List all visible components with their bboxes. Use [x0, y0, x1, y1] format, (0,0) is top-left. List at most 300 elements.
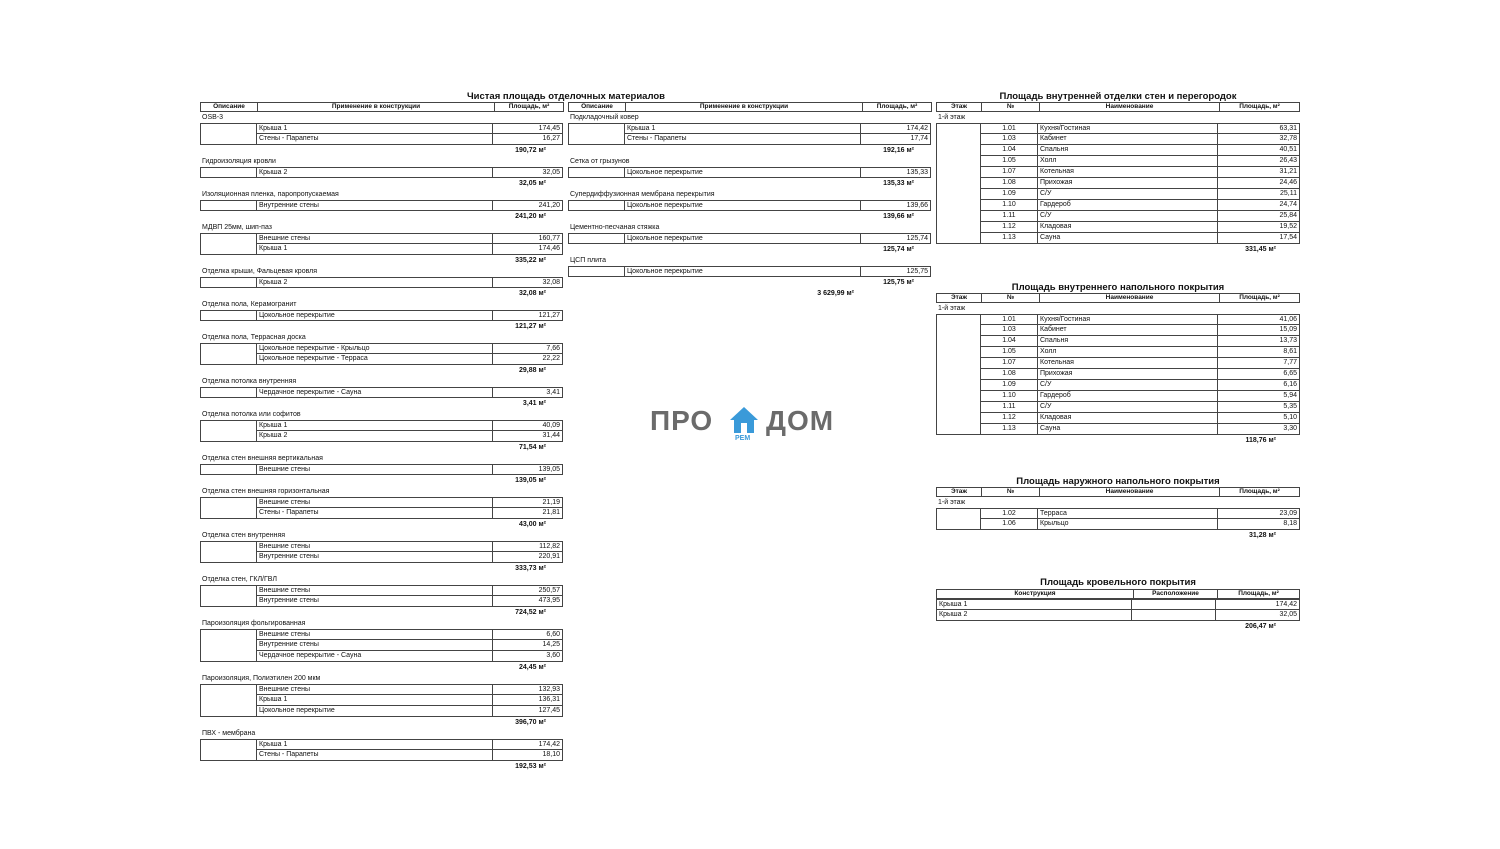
material-group-body: [200, 541, 564, 563]
table-header: [936, 293, 1300, 303]
material-indent-cell: [200, 541, 256, 563]
material-group-body: [200, 233, 564, 255]
material-usage: Внешние стены: [256, 541, 493, 552]
room-area: 15,09: [1218, 325, 1300, 336]
material-name: Изоляционная пленка, паропропускаемая: [202, 191, 339, 198]
room-name: Кабинет: [1038, 325, 1218, 336]
material-area: 135,33: [861, 167, 931, 178]
room-number: 1.07: [980, 358, 1038, 369]
room-name: Котельная: [1038, 358, 1218, 369]
material-name: ПВХ - мембрана: [202, 730, 256, 737]
room-area: 5,94: [1218, 391, 1300, 402]
roof-row: [936, 599, 1300, 610]
material-row: [256, 695, 563, 706]
material-group-body: [200, 585, 564, 607]
roof-construction: Крыша 2: [936, 610, 1132, 621]
header-name: Наименование: [1039, 294, 1219, 302]
material-area: 21,19: [493, 497, 563, 508]
material-name: Отделка пола, Керамогранит: [202, 301, 297, 308]
material-group: [200, 728, 564, 772]
room-name: Прихожая: [1038, 369, 1218, 380]
material-area: 125,74: [861, 233, 931, 244]
material-total: 32,08 м²: [519, 290, 546, 297]
material-area: 18,10: [493, 750, 563, 761]
materials-left-header: [200, 102, 564, 112]
table-header: [936, 487, 1300, 497]
material-group: [568, 222, 932, 255]
material-area: 22,22: [493, 354, 563, 365]
material-area: 174,42: [861, 123, 931, 134]
material-group-body: [200, 629, 564, 662]
material-row: [256, 200, 563, 211]
room-name: Кухня/Гостиная: [1038, 314, 1218, 325]
room-name: Терраса: [1038, 508, 1218, 519]
material-usage: Внешние стены: [256, 464, 493, 475]
material-rows: [256, 167, 563, 178]
material-usage: Цокольное перекрытие: [256, 310, 493, 321]
room-area: 32,78: [1218, 134, 1300, 145]
room-area: 7,77: [1218, 358, 1300, 369]
material-indent-cell: [568, 200, 624, 211]
material-total: 192,53 м²: [515, 763, 546, 770]
floor-inner-table: [936, 293, 1300, 446]
material-area: 250,57: [493, 585, 563, 596]
table-row: [980, 336, 1300, 347]
room-name: Прихожая: [1038, 178, 1218, 189]
material-total: 333,73 м²: [515, 565, 546, 572]
material-row: [256, 310, 563, 321]
room-area: 31,21: [1218, 167, 1300, 178]
room-number: 1.09: [980, 380, 1038, 391]
material-group: [200, 673, 564, 728]
material-group-body: [200, 167, 564, 178]
room-number: 1.04: [980, 145, 1038, 156]
material-usage: Внешние стены: [256, 497, 493, 508]
material-name: Пароизоляция фольгированная: [202, 620, 306, 627]
table-row: [980, 508, 1300, 519]
material-row: [624, 134, 931, 145]
table-row: [980, 178, 1300, 189]
material-group-body: [200, 739, 564, 761]
material-indent-cell: [200, 629, 256, 662]
material-usage: Крыша 1: [256, 123, 493, 134]
table-row: [980, 325, 1300, 336]
material-usage: Стены - Парапеты: [256, 750, 493, 761]
material-name: Подкладочный ковер: [570, 114, 639, 121]
table-row: [980, 233, 1300, 244]
table-rows: [980, 314, 1300, 435]
material-name: Отделка потолка внутренняя: [202, 378, 297, 385]
roof-row: [936, 610, 1300, 621]
material-row: [256, 277, 563, 288]
room-name: Холл: [1038, 347, 1218, 358]
material-row: [256, 552, 563, 563]
header-name: Наименование: [1039, 488, 1219, 496]
table-row: [980, 380, 1300, 391]
material-row: [256, 585, 563, 596]
material-indent-cell: [568, 167, 624, 178]
material-name: Пароизоляция, Полиэтилен 200 мкм: [202, 675, 321, 682]
roof-header: [936, 589, 1300, 599]
roof-title: Площадь кровельного покрытия: [1040, 577, 1196, 588]
header-floor: Этаж: [950, 488, 968, 495]
material-area: 174,42: [493, 739, 563, 750]
material-group: [568, 156, 932, 189]
material-usage: Внутренние стены: [256, 596, 493, 607]
table-row: [980, 347, 1300, 358]
material-usage: Цокольное перекрытие: [624, 167, 861, 178]
material-rows: [256, 310, 563, 321]
material-area: 241,20: [493, 200, 563, 211]
material-usage: Крыша 1: [256, 244, 493, 255]
material-indent-cell: [200, 420, 256, 442]
material-rows: [624, 233, 931, 244]
material-area: 14,25: [493, 640, 563, 651]
room-number: 1.06: [980, 519, 1038, 530]
material-indent-cell: [200, 343, 256, 365]
material-row: [624, 123, 931, 134]
room-area: 25,11: [1218, 189, 1300, 200]
material-row: [624, 200, 931, 211]
material-indent-cell: [200, 464, 256, 475]
material-indent-cell: [568, 233, 624, 244]
material-total: 192,16 м²: [883, 147, 914, 154]
material-name: Отделка стен внутренняя: [202, 532, 286, 539]
room-number: 1.08: [980, 369, 1038, 380]
material-group: [200, 453, 564, 486]
material-group-body: [200, 310, 564, 321]
room-name: Кабинет: [1038, 134, 1218, 145]
material-usage: Цокольное перекрытие: [624, 233, 861, 244]
material-usage: Внутренние стены: [256, 640, 493, 651]
room-number: 1.05: [980, 156, 1038, 167]
room-number: 1.12: [980, 413, 1038, 424]
material-group: [200, 409, 564, 453]
table-row: [980, 123, 1300, 134]
room-number: 1.05: [980, 347, 1038, 358]
materials-right-header: [568, 102, 932, 112]
material-total: 396,70 м²: [515, 719, 546, 726]
room-name: С/У: [1038, 189, 1218, 200]
material-usage: Цокольное перекрытие: [624, 266, 861, 277]
material-row: [256, 508, 563, 519]
room-area: 8,61: [1218, 347, 1300, 358]
material-indent-cell: [200, 387, 256, 398]
house-icon: [728, 405, 760, 435]
room-area: 6,65: [1218, 369, 1300, 380]
material-row: [256, 134, 563, 145]
material-group: [200, 332, 564, 376]
table-row: [980, 211, 1300, 222]
material-rows: [624, 200, 931, 211]
table-row: [980, 402, 1300, 413]
material-group: [568, 255, 932, 288]
table-row: [980, 145, 1300, 156]
material-total: 335,22 м²: [515, 257, 546, 264]
materials-right-groups: [568, 112, 932, 288]
material-total: 241,20 м²: [515, 213, 546, 220]
room-area: 24,74: [1218, 200, 1300, 211]
floor-label: 1-й этаж: [938, 499, 966, 506]
room-area: 26,43: [1218, 156, 1300, 167]
roof-rows: [936, 599, 1300, 621]
material-group: [200, 222, 564, 266]
materials-grand-total: 3 629,99 м²: [817, 290, 854, 297]
materials-left-table: [200, 102, 564, 772]
material-row: [256, 706, 563, 717]
material-rows: [256, 684, 563, 717]
material-row: [256, 167, 563, 178]
material-row: [256, 684, 563, 695]
roof-total: 206,47 м²: [1245, 623, 1276, 630]
floor-outer-table: [936, 487, 1300, 541]
room-number: 1.03: [980, 325, 1038, 336]
material-area: 125,75: [861, 266, 931, 277]
material-indent-cell: [200, 200, 256, 211]
room-number: 1.04: [980, 336, 1038, 347]
material-total: 29,88 м²: [519, 367, 546, 374]
material-rows: [256, 541, 563, 563]
material-total: 71,54 м²: [519, 444, 546, 451]
roof-construction: Крыша 1: [936, 599, 1132, 610]
room-area: 25,84: [1218, 211, 1300, 222]
material-area: 127,45: [493, 706, 563, 717]
material-row: [256, 343, 563, 354]
material-indent-cell: [200, 167, 256, 178]
table-header: [936, 102, 1300, 112]
floor-cell: [936, 508, 980, 530]
material-row: [256, 354, 563, 365]
material-group-body: [200, 123, 564, 145]
room-name: С/У: [1038, 402, 1218, 413]
table-body: [936, 123, 1300, 244]
material-name: OSB-3: [202, 114, 224, 121]
room-area: 23,09: [1218, 508, 1300, 519]
room-number: 1.12: [980, 222, 1038, 233]
header-location: Расположение: [1133, 590, 1217, 598]
material-name: МДВП 25мм, шип-паз: [202, 224, 272, 231]
material-usage: Крыша 2: [256, 167, 493, 178]
room-area: 40,51: [1218, 145, 1300, 156]
room-area: 5,35: [1218, 402, 1300, 413]
header-area: Площадь, м²: [1219, 103, 1299, 111]
material-group: [200, 266, 564, 299]
material-usage: Внутренние стены: [256, 552, 493, 563]
material-group-body: [568, 233, 932, 244]
floor-inner-title: Площадь внутреннего напольного покрытия: [1011, 282, 1225, 293]
header-number: №: [981, 294, 1039, 302]
room-area: 17,54: [1218, 233, 1300, 244]
material-usage: Стены - Парапеты: [624, 134, 861, 145]
table-row: [980, 156, 1300, 167]
material-total: 125,74 м²: [883, 246, 914, 253]
material-indent-cell: [200, 684, 256, 717]
table-body: [936, 508, 1300, 530]
room-number: 1.09: [980, 189, 1038, 200]
material-group: [200, 189, 564, 222]
material-total: 121,27 м²: [515, 323, 546, 330]
material-usage: Цокольное перекрытие - Терраса: [256, 354, 493, 365]
material-area: 31,44: [493, 431, 563, 442]
materials-title: Чистая площадь отделочных материалов: [466, 91, 666, 102]
material-usage: Цокольное перекрытие: [256, 706, 493, 717]
material-rows: [256, 629, 563, 662]
room-name: Крыльцо: [1038, 519, 1218, 530]
material-usage: Крыша 1: [624, 123, 861, 134]
material-row: [256, 541, 563, 552]
room-number: 1.13: [980, 424, 1038, 435]
material-group: [200, 112, 564, 156]
material-row: [256, 464, 563, 475]
material-row: [624, 167, 931, 178]
material-usage: Крыша 2: [256, 277, 493, 288]
material-indent-cell: [200, 233, 256, 255]
room-number: 1.08: [980, 178, 1038, 189]
room-number: 1.03: [980, 134, 1038, 145]
table-rows: [980, 508, 1300, 530]
material-total: 135,33 м²: [883, 180, 914, 187]
material-usage: Цокольное перекрытие - Крыльцо: [256, 343, 493, 354]
floor-label: 1-й этаж: [938, 305, 966, 312]
room-name: Спальня: [1038, 336, 1218, 347]
material-group: [200, 156, 564, 189]
material-row: [256, 640, 563, 651]
material-name: Отделка стен внешняя вертикальная: [202, 455, 323, 462]
material-group-body: [568, 167, 932, 178]
header-name: Наименование: [1039, 103, 1219, 111]
material-row: [256, 233, 563, 244]
material-rows: [624, 167, 931, 178]
room-number: 1.10: [980, 200, 1038, 211]
room-area: 19,52: [1218, 222, 1300, 233]
table-row: [980, 413, 1300, 424]
material-total: 125,75 м²: [883, 279, 914, 286]
material-area: 136,31: [493, 695, 563, 706]
table-body: [936, 314, 1300, 435]
material-rows: [256, 464, 563, 475]
material-area: 17,74: [861, 134, 931, 145]
material-group: [200, 299, 564, 332]
room-area: 63,31: [1218, 123, 1300, 134]
material-total: 139,66 м²: [883, 213, 914, 220]
material-row: [256, 629, 563, 640]
material-area: 6,60: [493, 629, 563, 640]
room-area: 3,30: [1218, 424, 1300, 435]
room-name: Кладовая: [1038, 413, 1218, 424]
header-usage: Применение в конструкции: [257, 103, 494, 111]
material-area: 121,27: [493, 310, 563, 321]
material-rows: [256, 420, 563, 442]
room-area: 5,10: [1218, 413, 1300, 424]
material-area: 21,81: [493, 508, 563, 519]
material-group-body: [200, 420, 564, 442]
material-usage: Внешние стены: [256, 629, 493, 640]
material-area: 220,91: [493, 552, 563, 563]
room-name: С/У: [1038, 380, 1218, 391]
room-name: Кладовая: [1038, 222, 1218, 233]
table-row: [980, 167, 1300, 178]
material-area: 160,77: [493, 233, 563, 244]
table-row: [980, 369, 1300, 380]
material-indent-cell: [200, 739, 256, 761]
roof-table: [936, 589, 1300, 632]
material-group-body: [568, 200, 932, 211]
material-name: Сетка от грызунов: [570, 158, 630, 165]
material-usage: Чердачное перекрытие - Сауна: [256, 387, 493, 398]
material-rows: [256, 497, 563, 519]
material-row: [256, 739, 563, 750]
table-row: [980, 222, 1300, 233]
material-row: [256, 497, 563, 508]
room-area: 8,18: [1218, 519, 1300, 530]
material-group: [568, 112, 932, 156]
header-number: №: [981, 488, 1039, 496]
material-area: 40,09: [493, 420, 563, 431]
material-row: [256, 244, 563, 255]
floor-cell: [936, 123, 980, 244]
logo: [650, 405, 850, 445]
logo-text-small: РЕМ: [735, 435, 751, 442]
table-total: 331,45 м²: [1245, 246, 1276, 253]
material-row: [256, 123, 563, 134]
header-description: Описание: [213, 103, 245, 110]
room-number: 1.01: [980, 123, 1038, 134]
material-row: [624, 233, 931, 244]
roof-area: 174,42: [1216, 599, 1300, 610]
header-area: Площадь, м²: [862, 103, 931, 111]
room-name: Сауна: [1038, 233, 1218, 244]
material-name: Отделка крыши, Фальцевая кровля: [202, 268, 318, 275]
material-group-body: [568, 266, 932, 277]
room-number: 1.11: [980, 402, 1038, 413]
room-number: 1.07: [980, 167, 1038, 178]
material-indent-cell: [568, 266, 624, 277]
material-name: Отделка пола, Террасная доска: [202, 334, 306, 341]
material-area: 16,27: [493, 134, 563, 145]
material-group-body: [200, 200, 564, 211]
material-area: 32,05: [493, 167, 563, 178]
room-area: 41,06: [1218, 314, 1300, 325]
material-total: 24,45 м²: [519, 664, 546, 671]
table-total: 118,76 м²: [1245, 437, 1276, 444]
material-total: 139,05 м²: [515, 477, 546, 484]
material-usage: Внешние стены: [256, 585, 493, 596]
room-name: Кухня/Гостиная: [1038, 123, 1218, 134]
material-area: 139,66: [861, 200, 931, 211]
material-usage: Внешние стены: [256, 684, 493, 695]
table-total: 31,28 м²: [1249, 532, 1276, 539]
header-construction: Конструкция: [1014, 590, 1056, 597]
material-rows: [624, 123, 931, 145]
header-area: Площадь, м²: [1217, 590, 1299, 598]
material-total: 3,41 м²: [522, 400, 546, 407]
header-area: Площадь, м²: [1219, 488, 1299, 496]
header-number: №: [981, 103, 1039, 111]
room-name: Холл: [1038, 156, 1218, 167]
floor-label: 1-й этаж: [938, 114, 966, 121]
material-area: 473,95: [493, 596, 563, 607]
material-indent-cell: [200, 497, 256, 519]
header-description: Описание: [581, 103, 613, 110]
header-usage: Применение в конструкции: [625, 103, 862, 111]
materials-left-groups: [200, 112, 564, 772]
room-name: С/У: [1038, 211, 1218, 222]
material-name: Гидроизоляция кровли: [202, 158, 276, 165]
material-group: [200, 574, 564, 618]
room-name: Спальня: [1038, 145, 1218, 156]
material-area: 174,46: [493, 244, 563, 255]
room-area: 13,73: [1218, 336, 1300, 347]
